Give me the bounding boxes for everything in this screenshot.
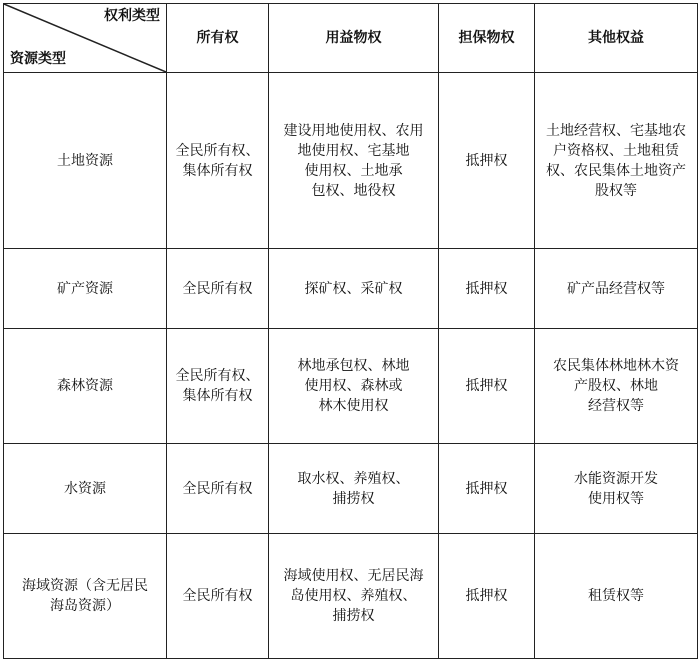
rights-table <box>3 3 698 659</box>
column-header-security: 担保物权 <box>439 4 535 73</box>
other-cell: 土地经营权、宅基地农 户资格权、土地租赁 权、农民集体土地资产 股权等 <box>535 73 698 249</box>
header-row <box>4 4 698 73</box>
resource-cell: 土地资源 <box>4 73 167 249</box>
column-header-usufruct: 用益物权 <box>269 4 439 73</box>
security-cell: 抵押权 <box>439 534 535 659</box>
table-row <box>4 249 698 329</box>
security-cell: 抵押权 <box>439 444 535 534</box>
security-cell: 抵押权 <box>439 249 535 329</box>
resource-cell: 水资源 <box>4 444 167 534</box>
ownership-cell: 全民所有权、 集体所有权 <box>167 329 269 444</box>
table-row <box>4 329 698 444</box>
security-cell: 抵押权 <box>439 329 535 444</box>
table-row <box>4 444 698 534</box>
other-cell: 租赁权等 <box>535 534 698 659</box>
table-row <box>4 534 698 659</box>
table-row <box>4 73 698 249</box>
usufruct-cell: 取水权、养殖权、 捕捞权 <box>269 444 439 534</box>
resource-cell: 矿产资源 <box>4 249 167 329</box>
column-header-other: 其他权益 <box>535 4 698 73</box>
usufruct-cell: 建设用地使用权、农用 地使用权、宅基地 使用权、土地承 包权、地役权 <box>269 73 439 249</box>
security-cell: 抵押权 <box>439 73 535 249</box>
ownership-cell: 全民所有权 <box>167 249 269 329</box>
resource-cell: 森林资源 <box>4 329 167 444</box>
other-cell: 矿产品经营权等 <box>535 249 698 329</box>
column-header-ownership: 所有权 <box>167 4 269 73</box>
usufruct-cell: 探矿权、采矿权 <box>269 249 439 329</box>
ownership-cell: 全民所有权 <box>167 444 269 534</box>
usufruct-cell: 林地承包权、林地 使用权、森林或 林木使用权 <box>269 329 439 444</box>
ownership-cell: 全民所有权 <box>167 534 269 659</box>
other-cell: 水能资源开发 使用权等 <box>535 444 698 534</box>
usufruct-cell: 海域使用权、无居民海 岛使用权、养殖权、 捕捞权 <box>269 534 439 659</box>
corner-label-rights-type: 权利类型 <box>104 8 160 24</box>
corner-label-resource-type: 资源类型 <box>10 51 66 67</box>
corner-cell <box>4 4 167 73</box>
ownership-cell: 全民所有权、 集体所有权 <box>167 73 269 249</box>
resource-cell: 海域资源（含无居民 海岛资源） <box>4 534 167 659</box>
other-cell: 农民集体林地林木资 产股权、林地 经营权等 <box>535 329 698 444</box>
